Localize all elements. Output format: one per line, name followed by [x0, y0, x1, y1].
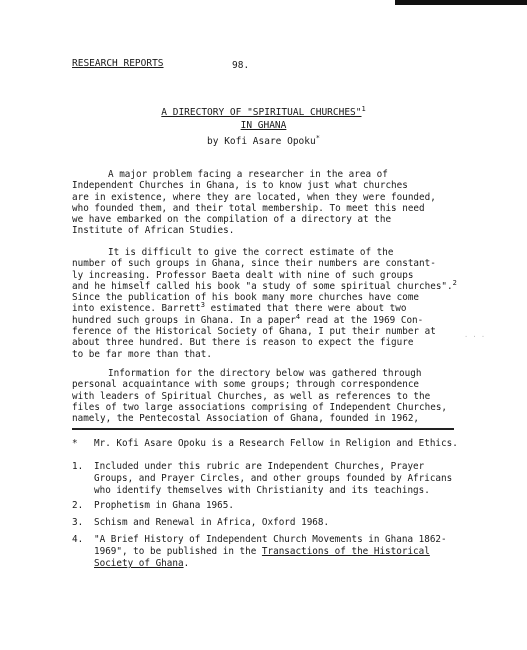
- paragraph-text: estimated that there were about two: [204, 303, 407, 315]
- author-footnote-ref: *: [315, 133, 320, 142]
- paragraph-line: ference of the Historical Society of Ghana, I put their number at: [72, 326, 436, 338]
- running-header: RESEARCH REPORTS: [72, 58, 164, 69]
- footnote-text-line: [94, 546, 430, 558]
- paragraph-line: about three hundred. But there is reason to expect the figure: [72, 337, 414, 349]
- paragraph-line: It is difficult to give the correct estimate of the: [108, 247, 394, 258]
- footnote-text: "A Brief History of Independent Church Movements in Ghana 1862-: [94, 534, 447, 545]
- footnote-4: [72, 534, 462, 574]
- footnote-text: Groups, and Prayer Circles, and other groups founded by Africans: [94, 473, 453, 484]
- paragraph-line: Institute of African Studies.: [72, 225, 235, 237]
- author-name: by Kofi Asare Opoku: [207, 136, 316, 147]
- title-footnote-ref: 1: [361, 104, 366, 113]
- paragraph-line: files of two large associations comprising of Independent Churches,: [72, 401, 448, 413]
- paragraph-line: Independent Churches in Ghana, is to know just what churches: [72, 180, 408, 192]
- footnote-text: 1969", to be published in the: [94, 546, 262, 557]
- journal-title: Society of Ghana: [94, 558, 184, 569]
- paragraph-line: with leaders of Spiritual Churches, as well as references to the: [72, 390, 431, 402]
- footnote-text: who identify themselves with Christianity and its teachings.: [94, 485, 430, 496]
- footnote-text: Included under this rubric are Independent Churches, Prayer: [94, 461, 425, 472]
- paragraph-2: [72, 247, 457, 360]
- footnote-text: Schism and Renewal in Africa, Oxford 1968.: [94, 517, 330, 528]
- page-number: 98.: [232, 60, 250, 71]
- footnote-2: [72, 500, 462, 514]
- paragraph-text: into existence. Barrett: [72, 303, 201, 315]
- author-byline: [0, 133, 527, 147]
- footnote-text-line: [94, 558, 189, 570]
- footnote-ref-3: 3: [200, 301, 205, 310]
- footnote-3: [72, 517, 462, 531]
- paragraph-line: Since the publication of his book many more churches have come: [72, 292, 420, 304]
- paragraph-line: A major problem facing a researcher in the area of: [108, 169, 388, 180]
- footnote-mark: 4.: [72, 534, 84, 545]
- footnote-text: .: [183, 558, 190, 569]
- footnote-mark: *: [72, 438, 78, 449]
- paragraph-line: ly increasing. Professor Baeta dealt with nine of such groups: [72, 269, 414, 281]
- footnote-text: Prophetism in Ghana 1965.: [94, 500, 234, 511]
- footnote-rule: [72, 428, 454, 430]
- paragraph-line: Information for the directory below was gathered through: [108, 368, 422, 379]
- paragraph-line: [72, 303, 452, 314]
- paragraph-text: read at the 1969 Con-: [300, 314, 424, 326]
- paragraph-line: [72, 278, 457, 292]
- paragraph-1: [72, 169, 452, 237]
- journal-title: Transactions of the Historical: [261, 546, 430, 557]
- footnote-mark: 2.: [72, 500, 84, 511]
- footnote-text: Mr. Kofi Asare Opoku is a Research Fellow in Religion and Ethics.: [94, 438, 458, 449]
- paragraph-line: namely, the Pentecostal Association of Ghana, founded in 1962,: [72, 413, 420, 425]
- paragraph-line: [72, 312, 452, 326]
- paragraph-text: and he himself called his book "a study of some spiritual churches".: [72, 280, 453, 292]
- footnote-mark: 1.: [72, 461, 84, 472]
- paragraph-line: are in existence, where they are located, when they were founded,: [72, 191, 436, 203]
- paragraph-line: personal acquaintance with some groups; through correspondence: [72, 379, 420, 391]
- paragraph-line: who founded them, and their total membership. To meet this need: [72, 202, 425, 214]
- footnote-author: [72, 438, 462, 452]
- paragraph-line: we have embarked on the compilation of a directory at the: [72, 214, 392, 226]
- article-title: [0, 104, 527, 118]
- scan-speck: · · ·: [464, 333, 486, 341]
- paragraph-line: to be far more than that.: [72, 348, 212, 360]
- title-line-1: A DIRECTORY OF "SPIRITUAL CHURCHES": [161, 107, 362, 118]
- footnote-ref-2: 2: [452, 278, 457, 287]
- footnote-ref-4: 4: [295, 312, 301, 321]
- footnote-mark: 3.: [72, 517, 84, 528]
- paragraph-3: [72, 368, 452, 424]
- title-line-2: IN GHANA: [240, 120, 287, 131]
- top-edge-rule: [395, 0, 527, 5]
- paragraph-text: hundred such groups in Ghana. In a paper: [72, 314, 296, 326]
- paragraph-line: number of such groups in Ghana, since their numbers are constant-: [72, 258, 436, 270]
- footnote-1: [72, 461, 462, 501]
